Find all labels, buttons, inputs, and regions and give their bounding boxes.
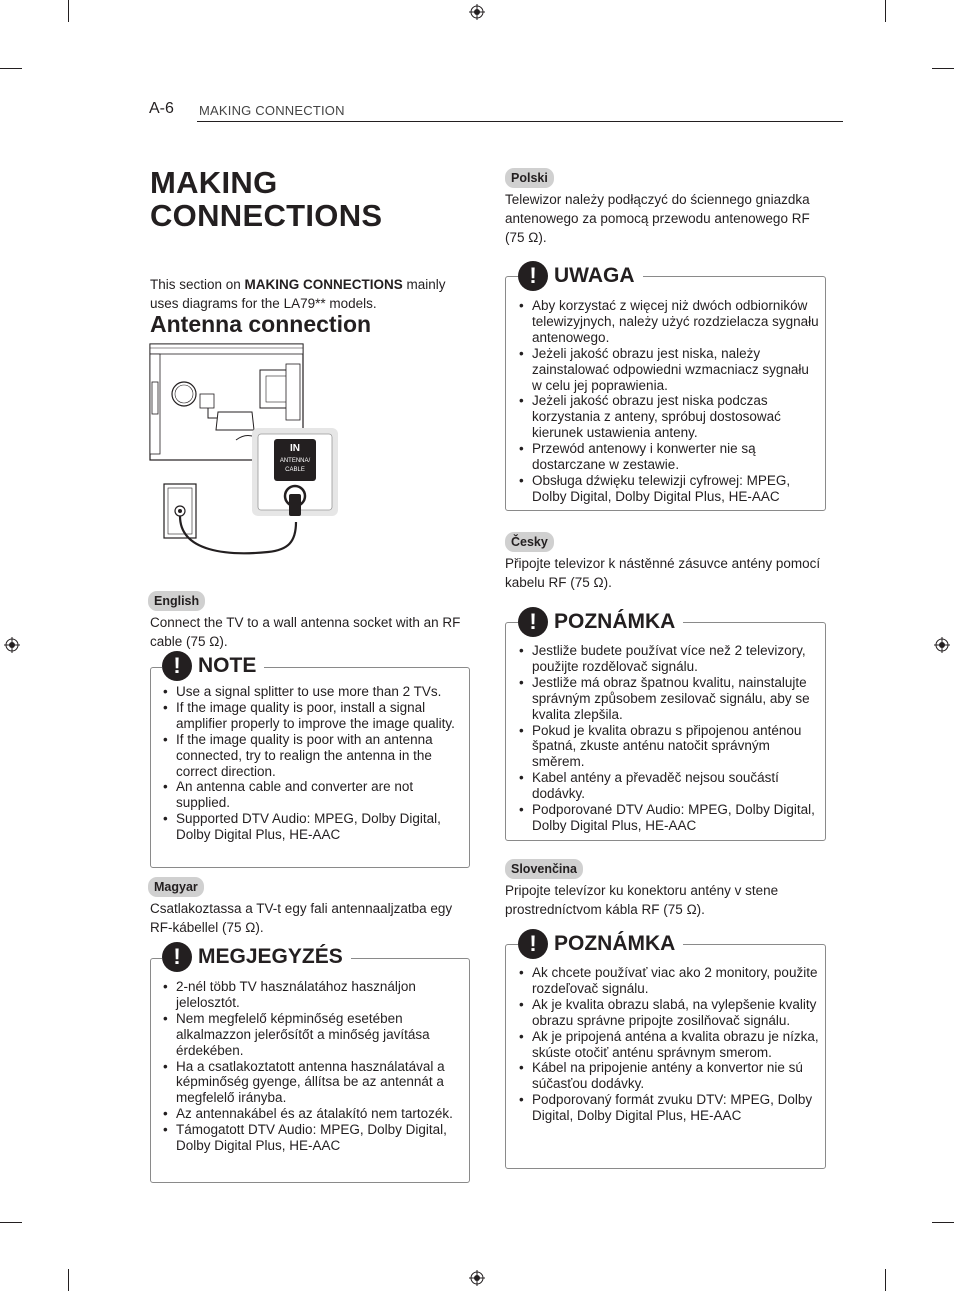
list-item: • Podporovaný formát zvuku DTV: MPEG, Dolby Digital, Dolby Digital Plus, HE-AAC xyxy=(519,1092,819,1124)
list-item: • Jestliže budete používat více než 2 televizory, použijte rozdělovač signálu. xyxy=(519,643,819,675)
exclamation-icon: ! xyxy=(162,651,192,681)
crop-mark xyxy=(68,0,69,22)
crop-mark xyxy=(885,1269,886,1291)
crop-mark xyxy=(0,1222,22,1223)
slovencina-instruction: Pripojte televízor ku konektoru antény v stene prostredníctvom kábla RF (75 Ω). xyxy=(505,883,779,917)
note-header: ! UWAGA xyxy=(518,261,643,291)
exclamation-icon: ! xyxy=(518,261,548,291)
registration-mark-icon xyxy=(934,637,950,653)
cesky-instruction: Připojte televizor k nástěnné zásuvce antény pomocí kabelu RF (75 Ω). xyxy=(505,556,821,590)
crop-mark xyxy=(885,0,886,22)
note-header: ! POZNÁMKA xyxy=(518,929,683,959)
registration-mark-icon xyxy=(469,1270,485,1286)
list-item: • Aby korzystać z więcej niż dwóch odbiorników telewizyjnych, należy użyć rozdzielacza sygnału antenowego. xyxy=(519,298,819,346)
header-rule xyxy=(197,121,843,122)
list-item: • Obsługa dźwięku telewizji cyfrowej: MPEG, Dolby Digital, Dolby Digital Plus, HE-AAC xyxy=(519,473,819,505)
magyar-instruction: Csatlakoztassa a TV-t egy fali antennaaljzatba egy RF-kábellel (75 Ω). xyxy=(150,901,453,935)
exclamation-icon: ! xyxy=(518,607,548,637)
crop-mark xyxy=(68,1269,69,1291)
note-header: ! NOTE xyxy=(162,651,264,681)
list-item: • Przewód antenowy i konwerter nie są dostarczane w zestawie. xyxy=(519,441,819,473)
list-item: • Supported DTV Audio: MPEG, Dolby Digital, Dolby Digital Plus, HE-AAC xyxy=(163,811,463,843)
exclamation-icon: ! xyxy=(162,942,192,972)
page-title: MAKING CONNECTIONS xyxy=(150,165,383,233)
language-tag-magyar: Magyar xyxy=(148,877,204,897)
language-tag-polski: Polski xyxy=(505,168,554,188)
list-item: • Nem megfelelő képminőség esetében alkalmazzon jelerősítőt a minőség javítása érdekében. xyxy=(163,1011,463,1059)
list-item: • If the image quality is poor with an antenna connected, try to realign the antenna in the correct direction. xyxy=(163,732,463,780)
port-sublabel: CABLE xyxy=(285,467,305,473)
page-number: A-6 xyxy=(149,100,174,117)
list-item: • Ak je pripojená anténa a kvalita obrazu je nízka, skúste otočiť anténu správnym smerom. xyxy=(519,1029,819,1061)
list-item: • Kábel na pripojenie antény a konvertor nie sú súčasťou dodávky. xyxy=(519,1060,819,1092)
list-item: • An antenna cable and converter are not supplied. xyxy=(163,779,463,811)
list-item: • Jeżeli jakość obrazu jest niska, należy zainstalować odpowiedni wzmacniacz sygnału w celu jej poprawienia. xyxy=(519,346,819,394)
note-list-english xyxy=(163,684,463,843)
exclamation-icon: ! xyxy=(518,929,548,959)
section-title: Antenna connection xyxy=(150,311,372,337)
note-list-magyar xyxy=(163,979,463,1154)
language-tag-cesky: Česky xyxy=(505,532,554,552)
note-list-slovencina xyxy=(519,965,819,1124)
list-item: • Podporované DTV Audio: MPEG, Dolby Digital, Dolby Digital Plus, HE-AAC xyxy=(519,802,819,834)
crop-mark xyxy=(932,1222,954,1223)
crop-mark xyxy=(0,68,22,69)
list-item: • If the image quality is poor, install a signal amplifier properly to improve the image quality. xyxy=(163,700,463,732)
list-item: • Kabel antény a převaděč nejsou součástí dodávky. xyxy=(519,770,819,802)
intro-paragraph: This section on MAKING CONNECTIONS mainly uses diagrams for the LA79** models. xyxy=(150,277,446,311)
list-item: • Jeżeli jakość obrazu jest niska podczas korzystania z anteny, spróbuj dostosować kierunek ustawienia anteny. xyxy=(519,393,819,441)
language-tag-english: English xyxy=(148,591,205,611)
note-header: ! MEGJEGYZÉS xyxy=(162,942,351,972)
registration-mark-icon xyxy=(4,637,20,653)
polski-instruction: Telewizor należy podłączyć do ściennego gniazdka antenowego za pomocą przewodu antenowego RF (75 Ω). xyxy=(505,192,810,245)
crop-mark xyxy=(932,68,954,69)
list-item: • Use a signal splitter to use more than 2 TVs. xyxy=(163,684,463,700)
registration-mark-icon xyxy=(469,4,485,20)
english-instruction: Connect the TV to a wall antenna socket with an RF cable (75 Ω). xyxy=(150,615,461,649)
language-tag-slovencina: Slovenčina xyxy=(505,859,583,879)
list-item: • Az antennakábel és az átalakító nem tartozék. xyxy=(163,1106,463,1122)
list-item: • Pokud je kvalita obrazu s připojenou anténou špatná, zkuste anténu natočit správným směrem. xyxy=(519,723,819,771)
list-item: • Jestliže má obraz špatnou kvalitu, nainstalujte správným způsobem zesilovač signálu, aby se kvalita zlepšila. xyxy=(519,675,819,723)
antenna-connection-diagram xyxy=(148,342,342,564)
list-item: • Ha a csatlakoztatott antenna használatával a képminőség gyenge, állítsa be az antennát a megfelelő irányba. xyxy=(163,1059,463,1107)
note-list-cesky xyxy=(519,643,819,834)
list-item: • Ak chcete používať viac ako 2 monitory, použite rozdeľovač signálu. xyxy=(519,965,819,997)
running-header: MAKING CONNECTION xyxy=(199,103,345,118)
note-list-polski xyxy=(519,298,819,505)
list-item: • Támogatott DTV Audio: MPEG, Dolby Digital, Dolby Digital Plus, HE-AAC xyxy=(163,1122,463,1154)
port-sublabel: ANTENNA/ xyxy=(279,458,311,464)
note-header: ! POZNÁMKA xyxy=(518,607,683,637)
list-item: • 2-nél több TV használatához használjon jelelosztót. xyxy=(163,979,463,1011)
port-label: IN xyxy=(290,443,300,454)
list-item: • Ak je kvalita obrazu slabá, na vylepšenie kvality obrazu správne pripojte zosilňovač signálu. xyxy=(519,997,819,1029)
